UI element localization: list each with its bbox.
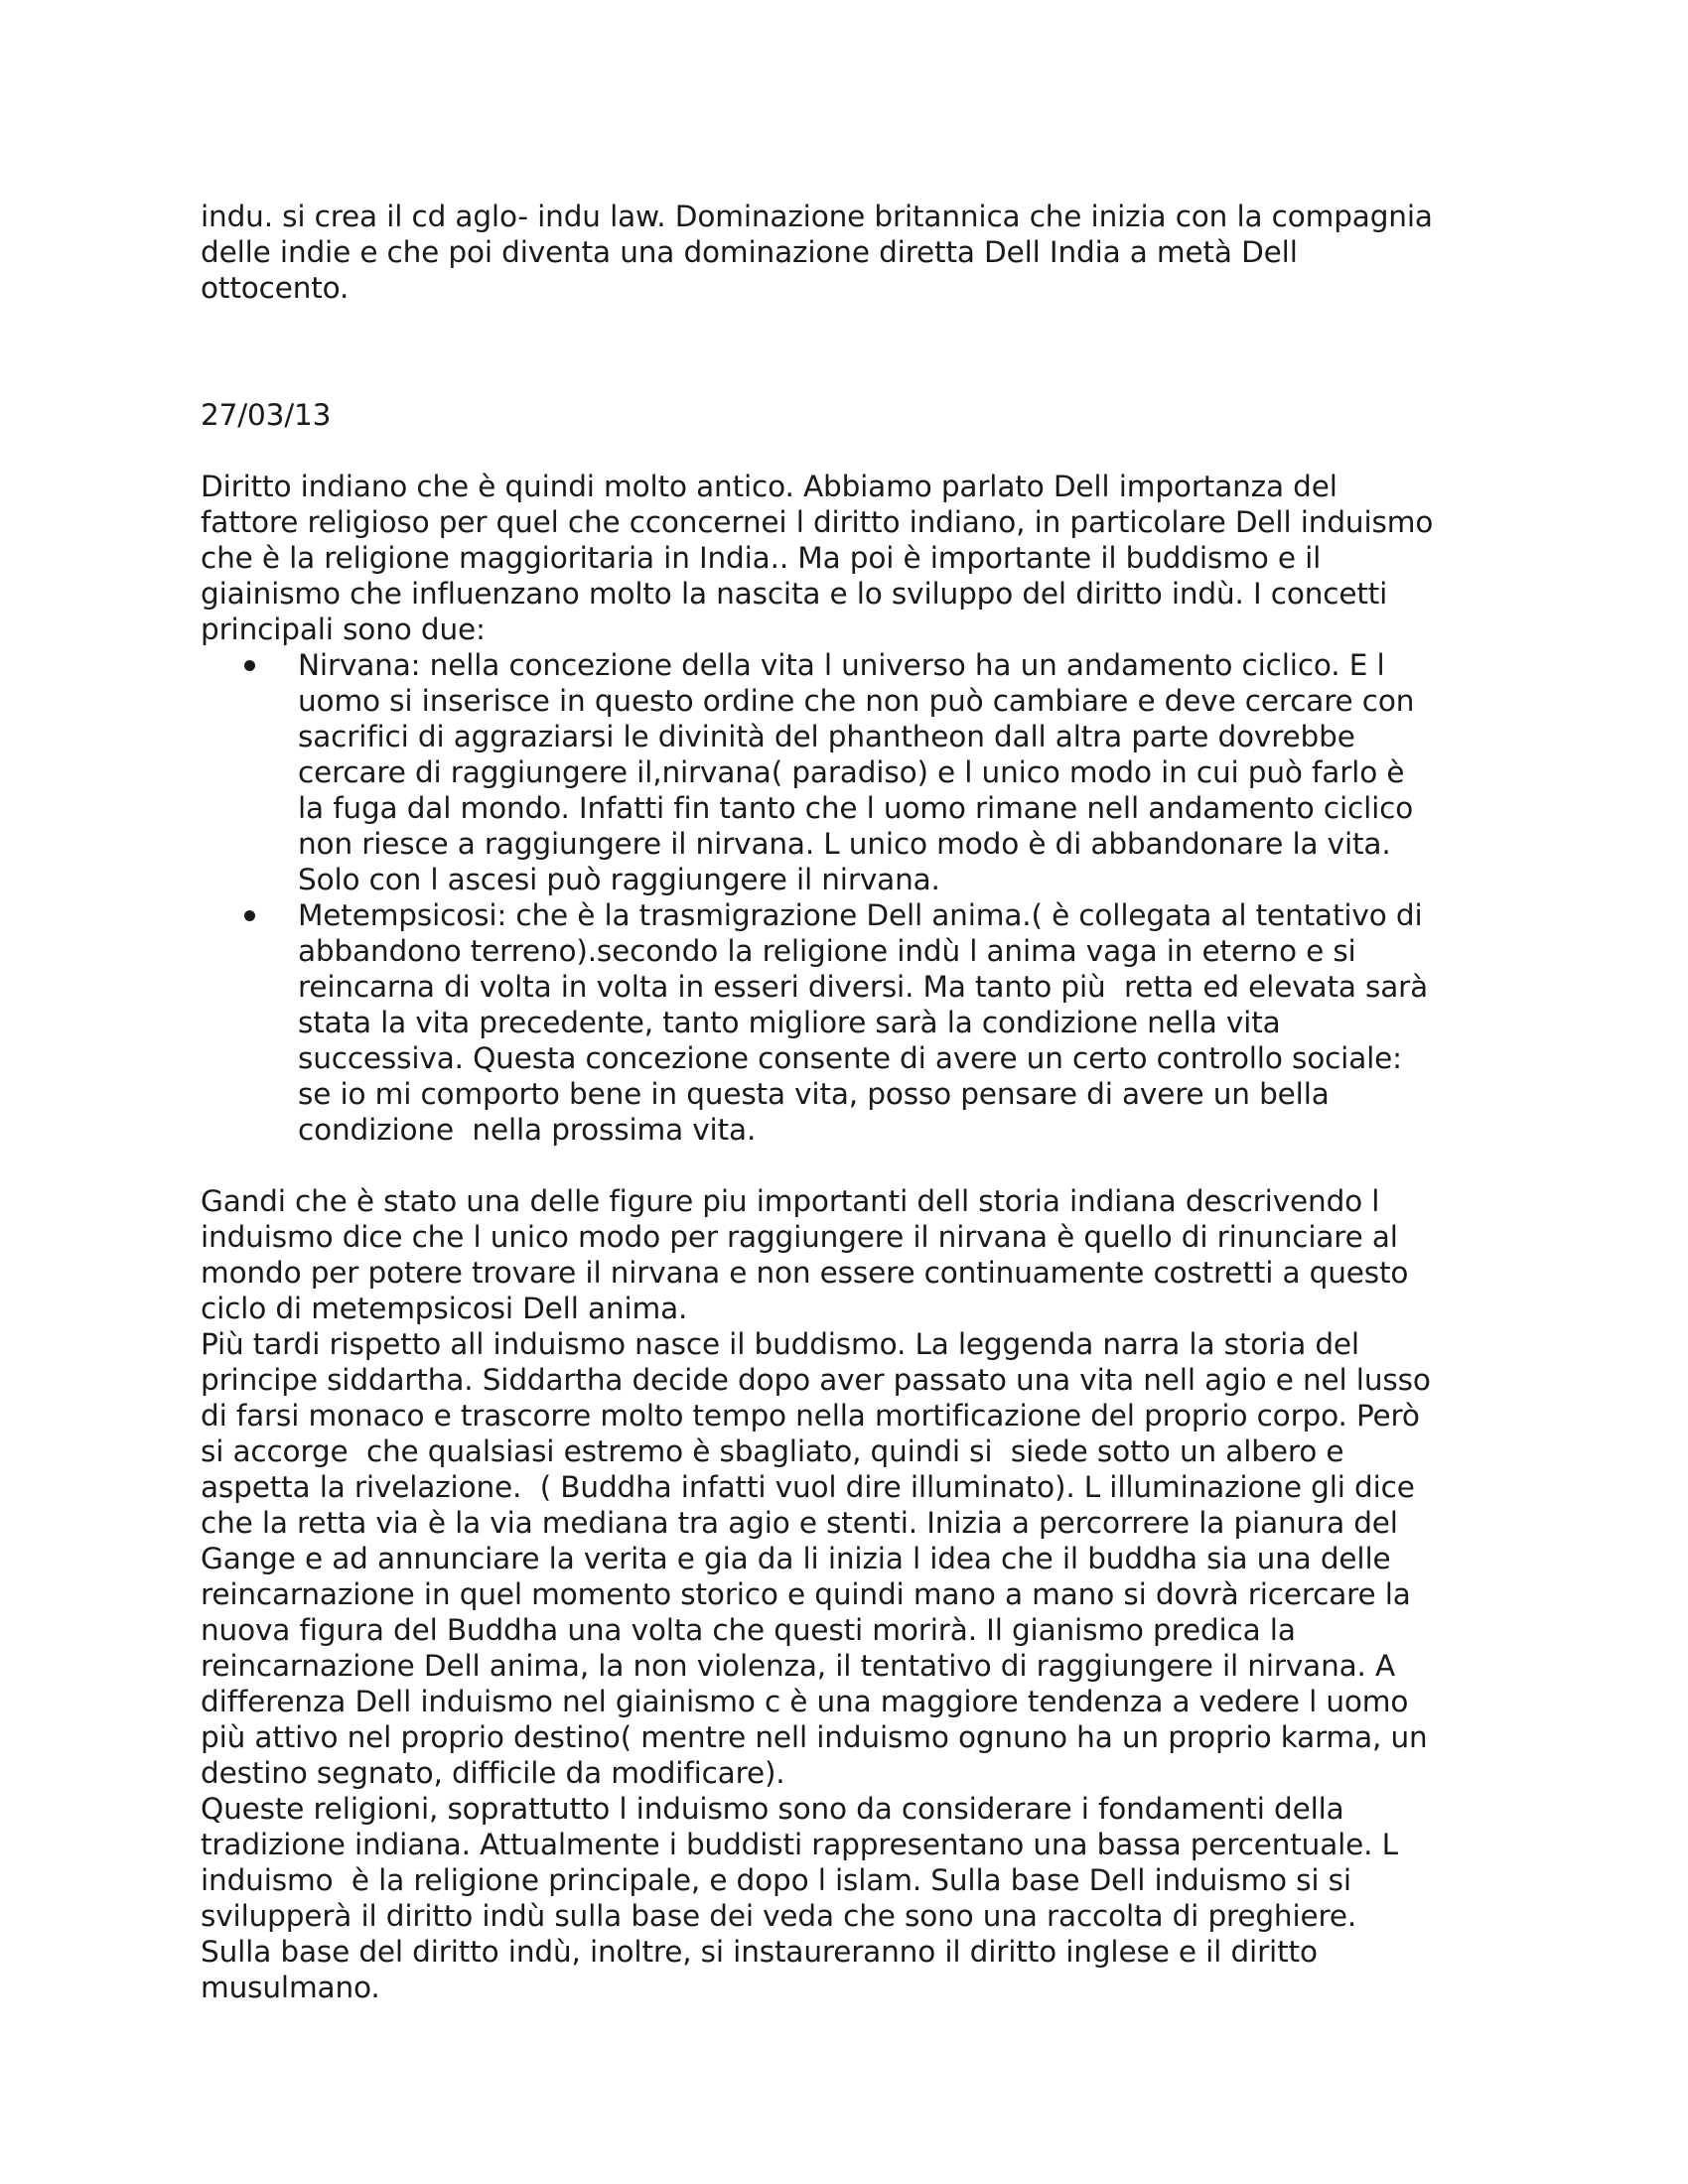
- bullet-icon: [244, 660, 255, 671]
- text-line: la fuga dal mondo. Infatti fin tanto che l uomo rimane nell andamento ciclico: [298, 791, 1414, 825]
- text-line: che la retta via è la via mediana tra agio e stenti. Inizia a percorrere la pianura del: [201, 1506, 1398, 1540]
- concepts-list: [201, 647, 1491, 1148]
- text-line: che è la religione maggioritaria in India.. Ma poi è importante il buddismo e il: [201, 541, 1322, 575]
- text-line: di farsi monaco e trascorre molto tempo nella mortificazione del proprio corpo. Però: [201, 1399, 1420, 1433]
- list-item-nirvana: [201, 647, 1491, 897]
- text-line: Più tardi rispetto all induismo nasce il buddismo. La leggenda narra la storia del: [201, 1327, 1359, 1361]
- text-line: Metempsicosi: che è la trasmigrazione Dell anima.( è collegata al tentativo di: [298, 898, 1423, 932]
- text-line: più attivo nel proprio destino( mentre nell induismo ognuno ha un proprio karma, un: [201, 1720, 1428, 1754]
- document-page: [201, 199, 1491, 2005]
- text-line: destino segnato, difficile da modificare).: [201, 1756, 785, 1790]
- text-line: Gange e ad annunciare la verita e gia da li inizia l idea che il buddha sia una delle: [201, 1542, 1391, 1575]
- lecture-date: [201, 397, 1491, 433]
- text-line: ciclo di metempsicosi Dell anima.: [201, 1292, 688, 1325]
- paragraph-gandi: [201, 1183, 1491, 1326]
- text-line: stata la vita precedente, tanto migliore sarà la condizione nella vita: [298, 1006, 1281, 1039]
- text-line: Nirvana: nella concezione della vita l universo ha un andamento ciclico. E l: [298, 648, 1385, 682]
- text-line: aspetta la rivelazione. ( Buddha infatti vuol dire illuminato). L illuminazione gli dice: [201, 1470, 1415, 1504]
- text-line: giainismo che influenzano molto la nascita e lo sviluppo del diritto indù. I concetti: [201, 577, 1388, 611]
- text-line: nuova figura del Buddha una volta che questi morirà. Il gianismo predica la: [201, 1613, 1296, 1647]
- paragraph-diritto-indiano: [201, 469, 1491, 647]
- text-line: Queste religioni, soprattutto l induismo sono da considerare i fondamenti della: [201, 1792, 1344, 1826]
- text-line: successiva. Questa concezione consente di avere un certo controllo sociale:: [298, 1041, 1402, 1075]
- date-text: 27/03/13: [201, 398, 332, 432]
- list-item-metempsicosi: [201, 897, 1491, 1148]
- text-line: reincarnazione Dell anima, la non violenza, il tentativo di raggiungere il nirvana. A: [201, 1649, 1396, 1683]
- text-line: cercare di raggiungere il,nirvana( paradiso) e l unico modo in cui può farlo è: [298, 755, 1405, 789]
- text-line: mondo per potere trovare il nirvana e non essere continuamente costretti a questo: [201, 1256, 1409, 1290]
- text-line: fattore religioso per quel che cconcernei l diritto indiano, in particolare Dell induismo: [201, 505, 1434, 539]
- text-line: principe siddartha. Siddartha decide dopo aver passato una vita nell agio e nel lusso: [201, 1363, 1431, 1397]
- text-line: si accorge che qualsiasi estremo è sbagliato, quindi si siede sotto un albero e: [201, 1434, 1344, 1468]
- text-line: Gandi che è stato una delle figure piu importanti dell storia indiana descrivendo l: [201, 1184, 1380, 1218]
- text-line: tradizione indiana. Attualmente i buddisti rappresentano una bassa percentuale. L: [201, 1828, 1398, 1861]
- bullet-icon: [244, 910, 255, 921]
- text-line: principali sono due:: [201, 613, 486, 646]
- text-line: Solo con l ascesi può raggiungere il nirvana.: [298, 863, 940, 896]
- text-line: uomo si inserisce in questo ordine che non può cambiare e deve cercare con: [298, 684, 1415, 718]
- text-line: reincarna di volta in volta in esseri diversi. Ma tanto più retta ed elevata sarà: [298, 970, 1429, 1004]
- text-line: Diritto indiano che è quindi molto antico. Abbiamo parlato Dell importanza del: [201, 470, 1337, 503]
- text-line: se io mi comporto bene in questa vita, posso pensare di avere un bella: [298, 1077, 1330, 1111]
- text-line: differenza Dell induismo nel giainismo c è una maggiore tendenza a vedere l uomo: [201, 1685, 1409, 1718]
- text-line: delle indie e che poi diventa una dominazione diretta Dell India a metà Dell: [201, 235, 1298, 269]
- intro-paragraph: [201, 199, 1491, 306]
- text-line: musulmano.: [201, 1971, 380, 2004]
- text-line: ottocento.: [201, 271, 350, 305]
- text-line: induismo è la religione principale, e dopo l islam. Sulla base Dell induismo si si: [201, 1863, 1351, 1897]
- text-line: non riesce a raggiungere il nirvana. L unico modo è di abbandonare la vita.: [298, 827, 1391, 861]
- paragraph-religioni: [201, 1791, 1491, 2005]
- text-line: induismo dice che l unico modo per raggiungere il nirvana è quello di rinunciare al: [201, 1220, 1398, 1254]
- paragraph-buddismo: [201, 1326, 1491, 1791]
- text-line: condizione nella prossima vita.: [298, 1113, 757, 1147]
- text-line: indu. si crea il cd aglo- indu law. Dominazione britannica che inizia con la compagnia: [201, 200, 1433, 233]
- text-line: reincarnazione in quel momento storico e quindi mano a mano si dovrà ricercare la: [201, 1577, 1411, 1611]
- text-line: svilupperà il diritto indù sulla base dei veda che sono una raccolta di preghiere.: [201, 1899, 1357, 1933]
- text-line: Sulla base del diritto indù, inoltre, si instaureranno il diritto inglese e il diritto: [201, 1935, 1318, 1969]
- text-line: sacrifici di aggraziarsi le divinità del phantheon dall altra parte dovrebbe: [298, 720, 1355, 753]
- text-line: abbandono terreno).secondo la religione indù l anima vaga in eterno e si: [298, 934, 1356, 968]
